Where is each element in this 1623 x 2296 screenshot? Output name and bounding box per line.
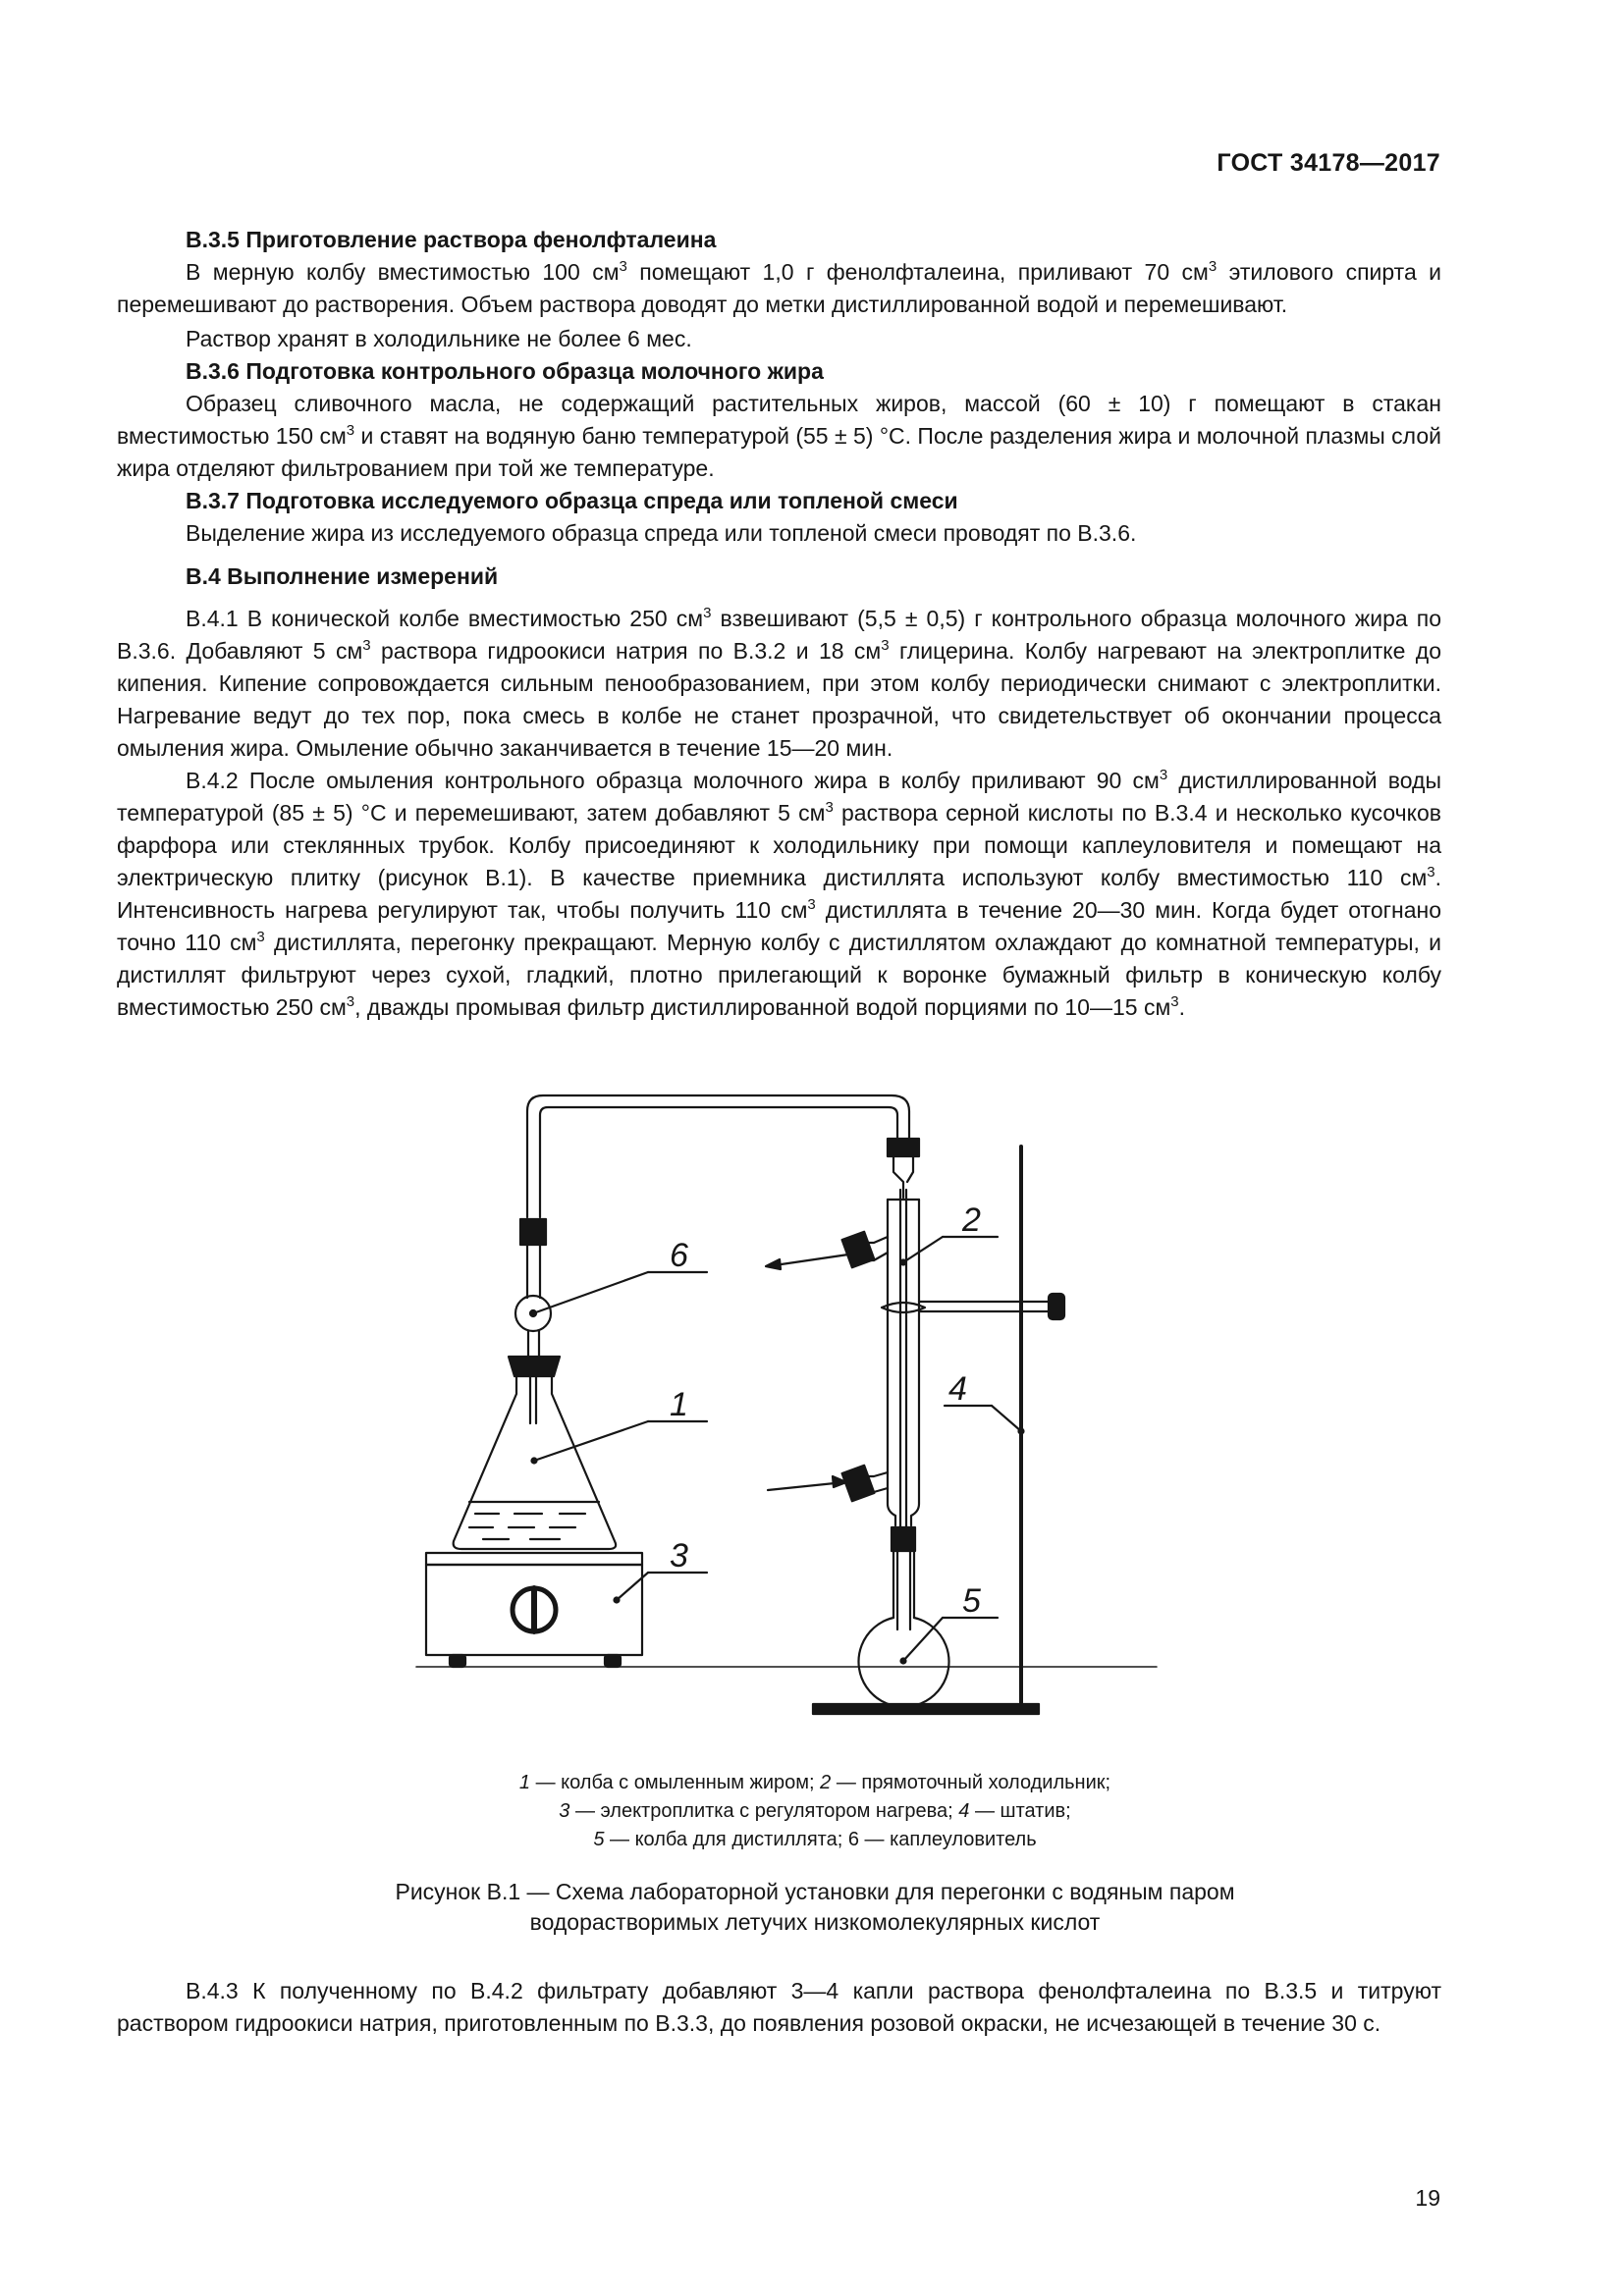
lab-setup-drawing — [412, 1080, 1159, 1747]
legend-number: 2 — [820, 1772, 832, 1793]
superscript: 3 — [619, 258, 627, 275]
superscript: 3 — [256, 929, 265, 945]
text-run: помещают 1,0 г фенолфталеина, приливают 70 см — [626, 259, 1209, 285]
leader-line-4 — [992, 1406, 1021, 1431]
leader-line-2 — [903, 1237, 943, 1262]
document-header: ГОСТ 34178—2017 — [1217, 149, 1440, 177]
text-run: раствора серной кислоты по В.3.4 и несколько кусочков фарфора или стеклянных трубок. Колбу присоединяют к холодильнику при помощи каплеуловителя и помещают на электрическую плитку (рисунок В.1). В качестве приемника дистиллята используют колбу вместимостью 110 см — [117, 800, 1441, 890]
text-run: В.4.2 После омыления контрольного образца молочного жира в колбу приливают 90 см — [186, 768, 1160, 793]
leader-line-1 — [534, 1421, 648, 1461]
connecting-tube-inner — [540, 1107, 897, 1217]
receiver-stopper — [892, 1527, 915, 1551]
tube-stopper — [520, 1219, 546, 1245]
superscript: 3 — [703, 605, 712, 621]
page-number: 19 — [1415, 2185, 1440, 2211]
superscript: 3 — [362, 637, 371, 654]
legend-text: — прямоточный холодильник; — [831, 1772, 1111, 1793]
label-1: 1 — [670, 1386, 688, 1423]
text-run: дистиллята, перегонку прекращают. Мерную колбу с дистиллятом охлаждают до комнатной температуры, и дистиллят фильтруют через сухой, гладкий, плотно прилегающий к воронке бумажный фильтр в коническую колбу вместимостью 250 см — [117, 930, 1441, 1020]
legend-line — [295, 1826, 1335, 1854]
text-run: взвешивают (5,5 ± 0,5) г контрольного образца молочного жира по В.3.6. Добавляют 5 см — [117, 606, 1442, 664]
superscript: 3 — [1208, 258, 1217, 275]
connecting-tube-outer — [527, 1095, 909, 1217]
legend-number: 3 — [559, 1800, 570, 1822]
text-run: . Интенсивность нагрева регулируют так, чтобы получить 110 см — [117, 865, 1441, 923]
legend-text: — колба с омыленным жиром; — [530, 1772, 821, 1793]
figure-b1-diagram — [412, 1080, 1159, 1747]
section-b42-paragraph — [117, 765, 1441, 1024]
condenser-jacket-right — [911, 1200, 919, 1525]
main-text — [117, 224, 1441, 1024]
section-b41-paragraph — [117, 603, 1441, 765]
section-b35-paragraph — [117, 256, 1441, 321]
hot-plate-top — [426, 1553, 642, 1565]
water-outlet-hose — [842, 1232, 875, 1267]
label-6: 6 — [670, 1237, 688, 1274]
legend-text: — колба для дистиллята; 6 — каплеуловитель — [604, 1829, 1037, 1850]
text-run: глицерина. Колбу нагревают на электроплитке до кипения. Кипение сопровождается сильным пенообразованием, при этом колбу периодически снимают с электроплитки. Нагревание ведут до тех пор, пока смесь в колбе не станет прозрачной, что свидетельствует об окончании процесса омыления жира. Омыление обычно заканчивается в течение 15—20 мин. — [117, 638, 1442, 761]
text-run: и ставят на водяную баню температурой (55 ± 5) °С. После разделения жира и молочной плазмы слой жира отделяют фильтрованием при той же температуре. — [117, 423, 1442, 481]
section-b4-title: В.4 Выполнение измерений — [186, 563, 499, 589]
text-run: В.4.1 В конической колбе вместимостью 250 см — [186, 606, 704, 631]
leader-line-3 — [617, 1573, 648, 1600]
stand-base — [813, 1704, 1039, 1714]
label-4: 4 — [948, 1370, 967, 1408]
water-inlet-hose — [842, 1466, 875, 1501]
section-b35-title: В.3.5 Приготовление раствора фенолфталеина — [186, 227, 717, 252]
condenser-neck — [893, 1156, 903, 1198]
legend-text: — электроплитка с регулятором нагрева; — [569, 1800, 959, 1822]
hot-plate-foot — [450, 1655, 465, 1667]
clamp-screw — [1049, 1294, 1064, 1319]
superscript: 3 — [1427, 864, 1435, 881]
superscript: 3 — [346, 422, 355, 439]
legend-text: — штатив; — [969, 1800, 1071, 1822]
text-run: дистиллята в течение 20—30 мин. Когда будет отогнано точно 110 см — [117, 897, 1441, 955]
legend-number: 4 — [958, 1800, 970, 1822]
leader-line-6 — [533, 1272, 648, 1313]
section-b37-title: В.3.7 Подготовка исследуемого образца спреда или топленой смеси — [186, 488, 958, 513]
caption-line-1: Рисунок В.1 — Схема лабораторной установки для перегонки с водяным паром — [395, 1879, 1235, 1904]
condenser-jacket-left — [888, 1200, 895, 1525]
caption-line-2: водорастворимых летучих низкомолекулярных кислот — [529, 1909, 1101, 1935]
label-2: 2 — [962, 1201, 981, 1239]
text-run: . — [1178, 994, 1185, 1020]
section-b43 — [117, 1975, 1441, 2040]
superscript: 3 — [1159, 767, 1168, 783]
section-b35-storage: Раствор хранят в холодильнике не более 6 мес. — [186, 326, 692, 351]
section-b43-paragraph: В.4.3 К полученному по В.4.2 фильтрату добавляют 3—4 капли раствора фенолфталеина по В.3.5 и титруют раствором гидроокиси натрия, приготовленным по В.3.3, до появления розовой окраски, не исчезающей в течение 30 с. — [117, 1978, 1441, 2036]
text-run: раствора гидроокиси натрия по В.3.2 и 18 см — [370, 638, 882, 664]
text-run: , дважды промывая фильтр дистиллированной водой порциями по 10—15 см — [354, 994, 1171, 1020]
superscript: 3 — [825, 799, 834, 816]
label-3: 3 — [670, 1537, 688, 1575]
text-run: В мерную колбу вместимостью 100 см — [186, 259, 620, 285]
superscript: 3 — [807, 896, 816, 913]
condenser-top-stopper — [888, 1139, 919, 1156]
section-b36-title: В.3.6 Подготовка контрольного образца молочного жира — [186, 358, 824, 384]
superscript: 3 — [346, 993, 355, 1010]
text-run: дистиллированной воды температурой (85 ± 5) °С и перемешивают, затем добавляют 5 см — [117, 768, 1441, 826]
legend-number: 1 — [518, 1772, 531, 1793]
text-run: этилового спирта и перемешивают до растворения. Объем раствора доводят до метки дистиллированной водой и перемешивают. — [117, 259, 1442, 317]
superscript: 3 — [1170, 993, 1179, 1010]
text-run: Образец сливочного масла, не содержащий растительных жиров, массой (60 ± 10) г помещают в стакан вместимостью 150 см — [117, 391, 1441, 449]
condenser-neck — [907, 1156, 913, 1182]
flask-stopper — [509, 1357, 560, 1376]
legend-number: 5 — [593, 1829, 605, 1850]
figure-caption — [245, 1877, 1384, 1938]
legend-line — [295, 1769, 1335, 1797]
superscript: 3 — [881, 637, 890, 654]
section-b36-paragraph — [117, 388, 1441, 485]
section-b37-paragraph: Выделение жира из исследуемого образца спреда или топленой смеси проводят по В.3.6. — [186, 520, 1137, 546]
figure-legend — [295, 1769, 1335, 1854]
hot-plate-foot — [605, 1655, 621, 1667]
legend-line — [295, 1797, 1335, 1826]
label-5: 5 — [962, 1582, 981, 1620]
arrowhead-icon — [766, 1259, 781, 1269]
